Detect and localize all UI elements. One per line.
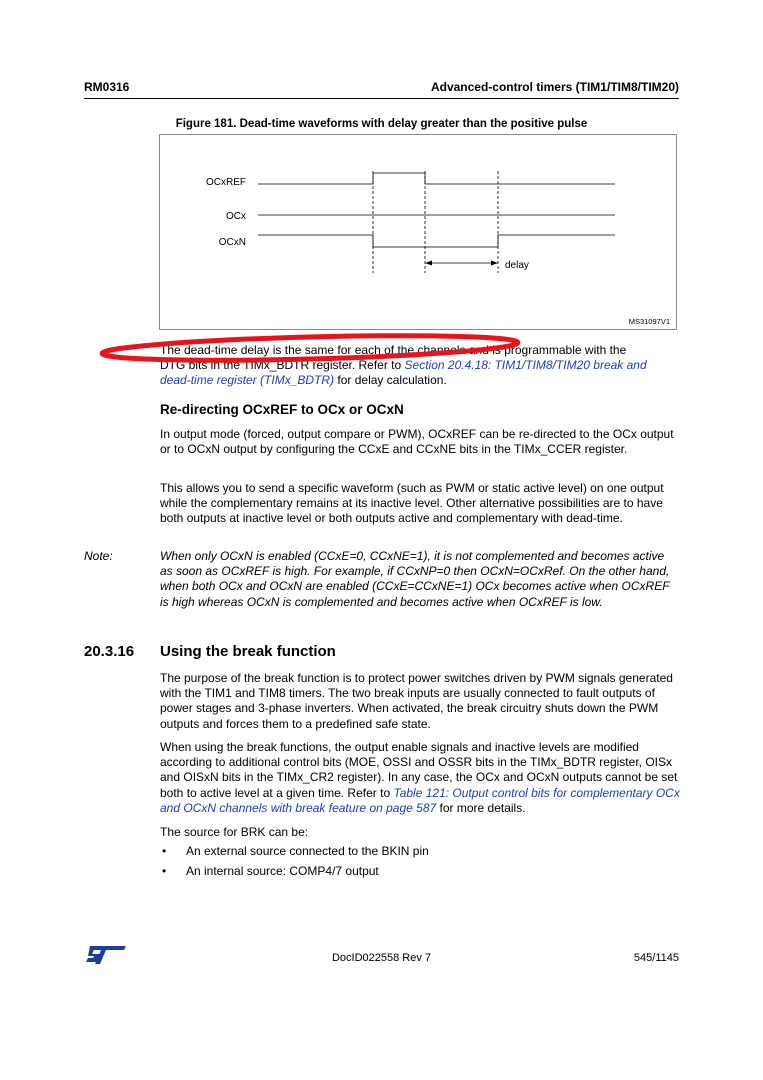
footer-doc-id: DocID022558 Rev 7 bbox=[331, 952, 432, 964]
figure-title: Figure 181. Dead-time waveforms with delay greater than the positive pulse bbox=[175, 118, 588, 130]
header-section-title: Advanced-control timers (TIM1/TIM8/TIM20) bbox=[430, 80, 679, 94]
note-text: When only OCxN is enabled (CCxE=0, CCxNE=1), it is not complemented and becomes active as soon as OCxREF is high. For example, if CCxNP=0 then OCxN=OCxRef. On the other hand, when both OCx and OCxN are enabled (CCxE=CCxNE=1) OCx becomes active when OCxREF is high whereas OCxN is complemented and becomes active when OCxREF is low. bbox=[160, 549, 670, 609]
para-line-2: DTG bits in the TIMx_BDTR register. Refer to Section 20.4.18: TIM1/TIM8/TIM20 break and bbox=[160, 358, 647, 373]
header-divider bbox=[84, 98, 679, 99]
break-para-3: The source for BRK can be: bbox=[160, 825, 309, 839]
doc-code: RM0316 bbox=[84, 80, 130, 94]
bullet-2-dot: • bbox=[162, 864, 167, 878]
redirect-para-2: This allows you to send a specific waveform (such as PWM or static active level) on one output while the complementary remains at its inactive level. Other alternative possibilities are to have both outputs at inactive level or both outputs active and complementary with dead-time. bbox=[160, 481, 664, 526]
figure-frame bbox=[159, 134, 677, 330]
section-link[interactable]: Section 20.4.18: TIM1/TIM8/TIM20 break and bbox=[404, 358, 647, 373]
para-line-1: The dead-time delay is the same for each of the channels and is programmable with the bbox=[160, 343, 627, 357]
section-link-cont[interactable]: dead-time register (TIMx_BDTR) bbox=[160, 373, 335, 388]
bullet-1-dot: • bbox=[162, 844, 167, 858]
delay-label: delay bbox=[505, 260, 529, 271]
para-line-3: dead-time register (TIMx_BDTR) for delay calculation. bbox=[160, 373, 447, 388]
waveform-diagram bbox=[160, 135, 676, 329]
waveform-ocxn bbox=[258, 235, 615, 247]
redirect-para-1: In output mode (forced, output compare or PWM), OCxREF can be re-directed to the OCx output or to OCxN output by configuring the CCxE and CCxNE bits in the TIMx_CCER register. bbox=[160, 427, 674, 457]
bullet-2: An internal source: COMP4/7 output bbox=[186, 864, 379, 878]
delay-arrowhead-left bbox=[425, 261, 432, 266]
section-title: Using the break function bbox=[160, 643, 336, 660]
footer-page-number: 545/1145 bbox=[633, 952, 679, 964]
break-para-2: When using the break functions, the output enable signals and inactive levels are modified according to additional control bits (MOE, OSSI and OSSR bits in the TIMx_BDTR register, OISx and OISxN bits in the TIMx_CR2 register). In any case, the OCx and OCxN outputs cannot be set both to active level at a given time. Refer to Table 121: Output control bits for complementary OCx and OCxN channels with break feature on page 587 for more details. bbox=[160, 740, 680, 815]
signal-label-ocx: OCx bbox=[226, 211, 246, 222]
waveform-ocxref bbox=[258, 173, 615, 184]
signal-label-ocxref: OCxREF bbox=[206, 177, 246, 188]
table-link[interactable]: Table 121: Output control bits for complementary OCx and OCxN channels with break feature on page 587 bbox=[160, 785, 680, 815]
delay-arrowhead-right bbox=[491, 261, 498, 266]
break-para-1: The purpose of the break function is to protect power switches driven by PWM signals generated with the TIM1 and TIM8 timers. The two break inputs are usually connected to fault outputs of power stages and 3-phase inverters. When activated, the break circuitry shuts down the PWM outputs and forces them to a predefined safe state. bbox=[160, 671, 673, 731]
bullet-1: An external source connected to the BKIN pin bbox=[186, 844, 429, 858]
note-label: Note: bbox=[84, 549, 113, 563]
section-number: 20.3.16 bbox=[84, 643, 135, 660]
redirect-heading: Re-directing OCxREF to OCx or OCxN bbox=[160, 402, 404, 417]
dead-time-paragraph bbox=[160, 343, 680, 389]
signal-label-ocxn: OCxN bbox=[218, 237, 246, 248]
figure-id: MS31097V1 bbox=[628, 317, 670, 326]
